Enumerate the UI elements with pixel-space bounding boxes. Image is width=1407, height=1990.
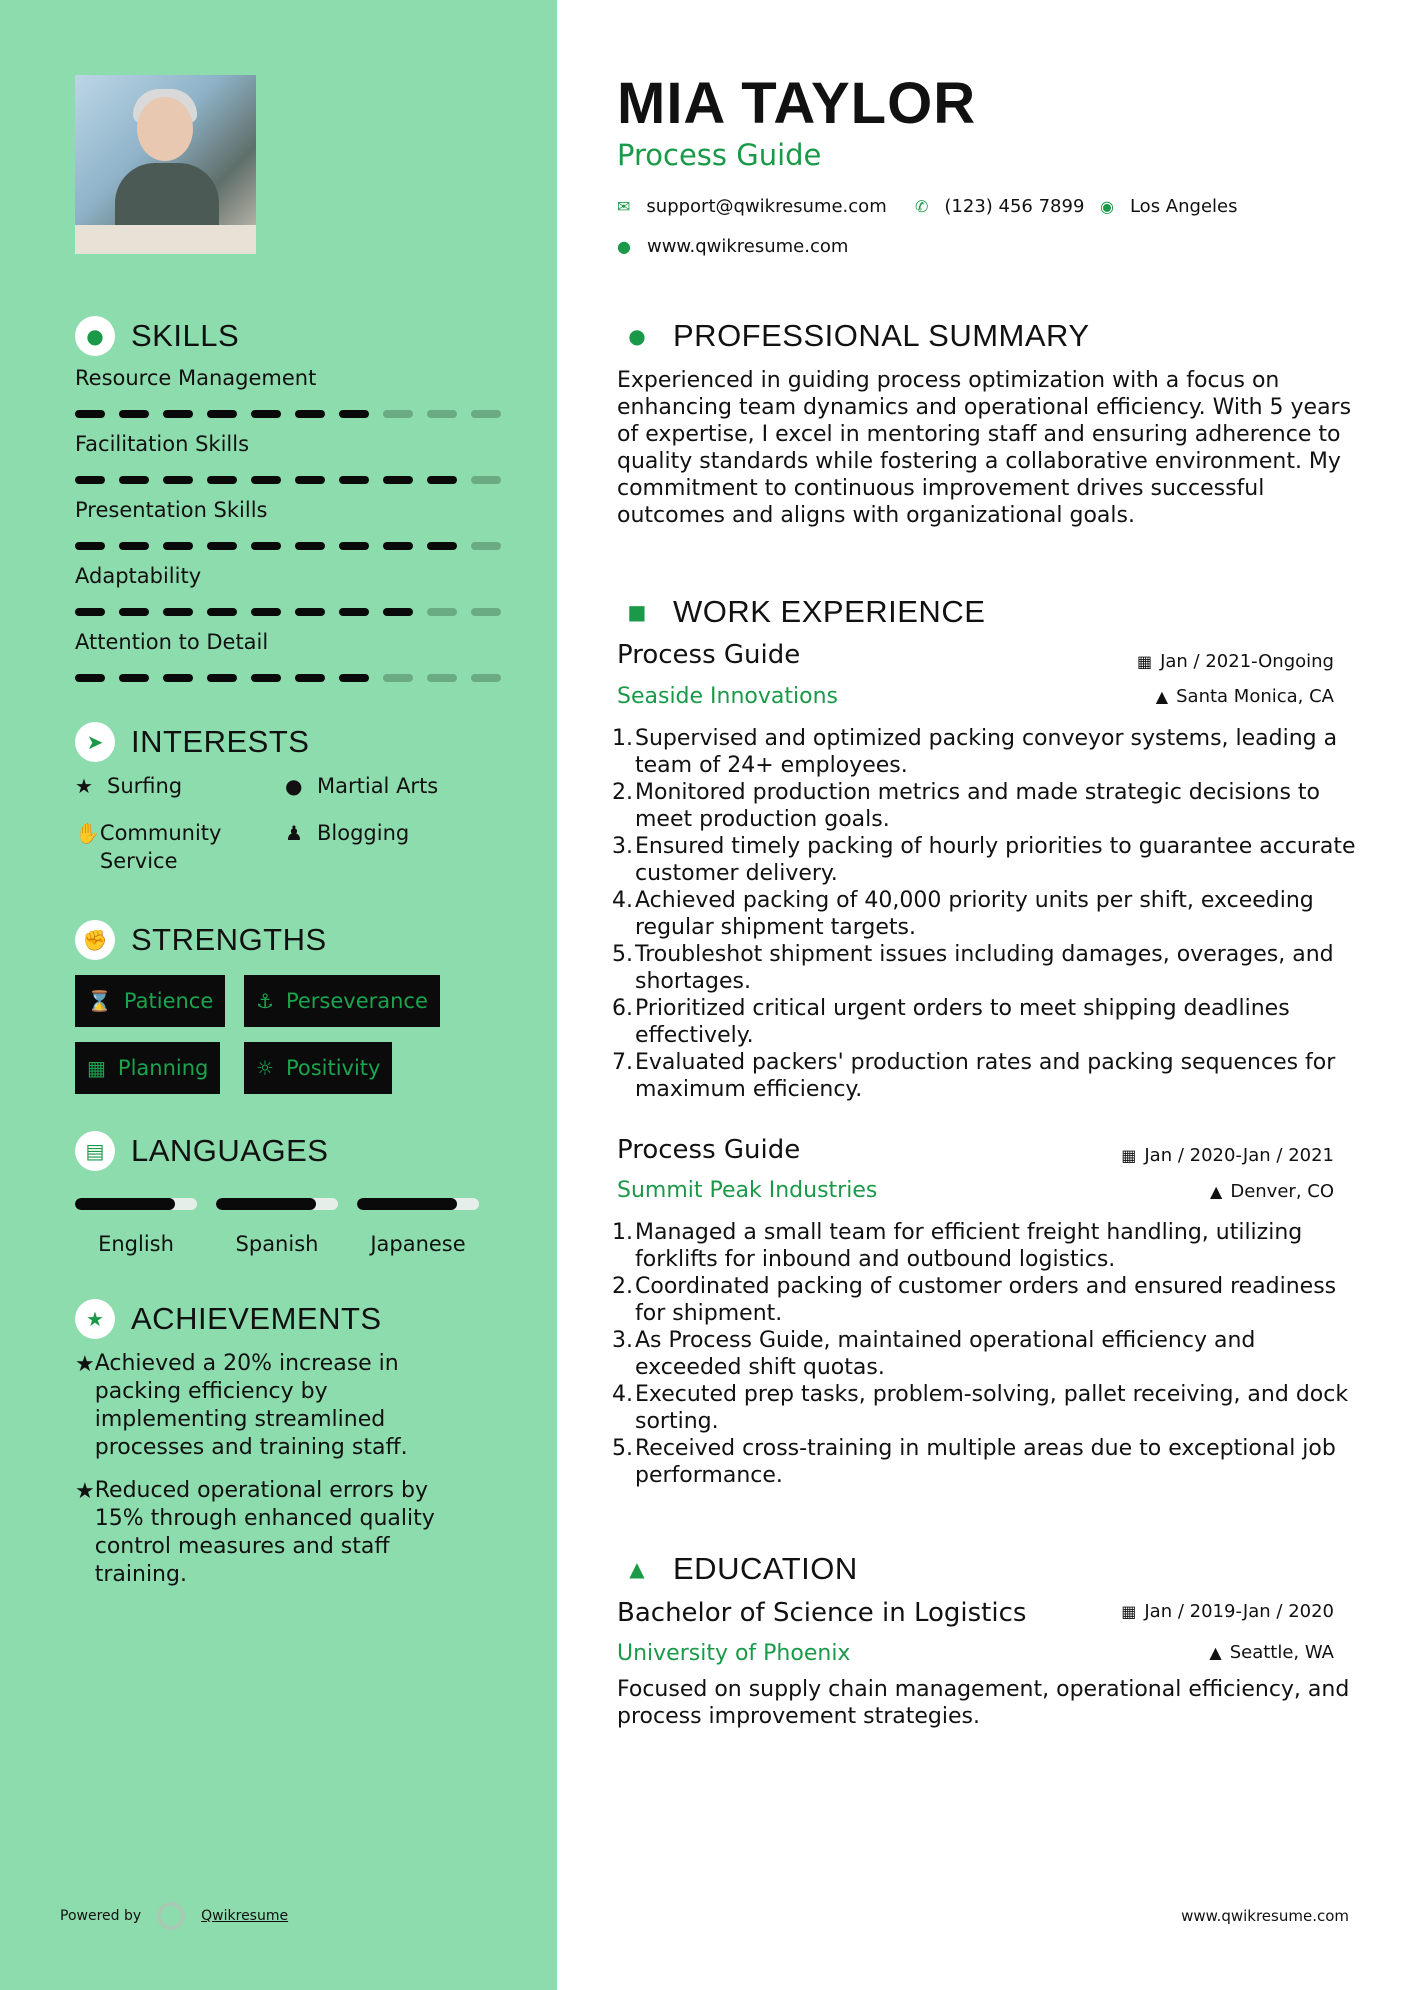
- skill-level-dash: [251, 542, 281, 550]
- job-title: Process Guide: [617, 1135, 801, 1165]
- star-icon: ★: [75, 1352, 95, 1377]
- education-dates: [1121, 1601, 1334, 1622]
- interest-label: Surfing: [107, 774, 183, 798]
- powered-by-label: Powered by: [60, 1908, 142, 1924]
- calendar-icon: ▦: [1121, 1602, 1137, 1621]
- envelope-icon: ✉: [617, 197, 631, 216]
- paper-plane-icon: ➤: [75, 722, 115, 762]
- strength-label: Perseverance: [285, 989, 428, 1013]
- skill-level-dash: [471, 608, 501, 616]
- interests-heading: [75, 722, 309, 762]
- candidate-name: MIA TAYLOR: [617, 71, 977, 136]
- skill-level-dash: [339, 476, 369, 484]
- achievement-text: Achieved a 20% increase in packing efficiency by implementing streamlined processes and training staff.: [94, 1351, 408, 1460]
- skill-item: [75, 366, 505, 418]
- language-name: Spanish: [235, 1232, 319, 1256]
- skill-level-dash: [119, 608, 149, 616]
- skill-level-dash: [427, 410, 457, 418]
- footer-url[interactable]: www.qwikresume.com: [1181, 1907, 1349, 1925]
- qwikresume-logo-icon: [157, 1902, 185, 1930]
- education-dates-text: Jan / 2019-Jan / 2020: [1144, 1601, 1334, 1622]
- language-level-fill: [75, 1198, 175, 1210]
- language-name: Japanese: [370, 1232, 466, 1256]
- trophy-star-icon: ★: [75, 1299, 115, 1339]
- skill-level-dash: [339, 542, 369, 550]
- job-bullet: 7. Evaluated packers' production rates and packing sequences for maximum efficiency.: [612, 1049, 1357, 1103]
- powered-by: [60, 1902, 288, 1930]
- education-heading: [617, 1549, 858, 1589]
- strengths-heading: [75, 920, 327, 960]
- sun-icon: ☼: [256, 1056, 274, 1080]
- skill-level-dash: [339, 674, 369, 682]
- contact-location: [1100, 196, 1237, 217]
- skill-level-dash: [119, 410, 149, 418]
- skill-level-dash: [163, 476, 193, 484]
- skill-level-dash: [295, 608, 325, 616]
- job-bullet: 1. Supervised and optimized packing conveyor systems, leading a team of 24+ employees.: [612, 725, 1357, 779]
- calendar-icon: ▦: [1136, 652, 1153, 671]
- skill-level-dash: [427, 608, 457, 616]
- calendar-icon: ▦: [1121, 1146, 1137, 1165]
- education-title: EDUCATION: [673, 1551, 858, 1586]
- achievement-text: Reduced operational errors by 15% through enhanced quality control measures and staff training.: [94, 1478, 435, 1587]
- skill-level-dash: [207, 608, 237, 616]
- education-description: Focused on supply chain management, operational efficiency, and process improvement strategies.: [617, 1677, 1350, 1729]
- education-school: University of Phoenix: [617, 1641, 851, 1666]
- interest-item: [285, 772, 438, 800]
- job-bullet-text: Managed a small team for efficient freight handling, utilizing forklifts for inbound and outbound logistics.: [635, 1220, 1303, 1272]
- user-icon: ●: [617, 316, 657, 356]
- skill-level-dash: [471, 476, 501, 484]
- strength-label: Patience: [123, 989, 214, 1013]
- job-bullet: 3. Ensured timely packing of hourly priorities to guarantee accurate customer delivery.: [612, 834, 1356, 886]
- languages-title: LANGUAGES: [131, 1133, 329, 1168]
- skill-level-dash: [163, 542, 193, 550]
- skill-level-dash: [383, 674, 413, 682]
- star-icon: ★: [75, 1479, 95, 1504]
- skill-level-dash: [383, 476, 413, 484]
- job-dates-text: Jan / 2021-Ongoing: [1160, 651, 1334, 672]
- hourglass-icon: ⌛: [87, 989, 112, 1013]
- job-bullet-text: As Process Guide, maintained operational efficiency and exceeded shift quotas.: [635, 1328, 1256, 1380]
- job-location: [1210, 1181, 1334, 1202]
- job-bullets: [612, 1219, 1357, 1489]
- skill-level-dash: [207, 410, 237, 418]
- skill-level-dash: [251, 674, 281, 682]
- skill-level-dash: [119, 476, 149, 484]
- phone-text: (123) 456 7899: [944, 196, 1085, 217]
- skill-level-bar: [75, 476, 505, 484]
- job-bullet: 5. Troubleshot shipment issues including damages, overages, and shortages.: [612, 941, 1357, 995]
- job-company: Seaside Innovations: [617, 684, 838, 709]
- skill-name: Facilitation Skills: [75, 432, 250, 456]
- skill-level-bar: [75, 674, 505, 682]
- education-location-text: Seattle, WA: [1229, 1642, 1334, 1663]
- skill-level-dash: [75, 410, 105, 418]
- skill-name: Presentation Skills: [75, 498, 268, 522]
- job-bullet: 4. Achieved packing of 40,000 priority units per shift, exceeding regular shipment targets.: [612, 887, 1357, 941]
- job-bullet: 2. Monitored production metrics and made strategic decisions to meet production goals.: [612, 779, 1357, 833]
- languages-heading: [75, 1131, 328, 1171]
- skill-level-dash: [119, 674, 149, 682]
- skill-level-dash: [471, 542, 501, 550]
- achievement-item: [75, 1350, 475, 1462]
- skill-level-dash: [295, 542, 325, 550]
- skill-level-bar: [75, 410, 505, 418]
- skill-level-dash: [207, 476, 237, 484]
- contact-website[interactable]: [617, 236, 848, 257]
- language-name: English: [98, 1232, 174, 1256]
- job-location-text: Denver, CO: [1230, 1181, 1334, 1202]
- brand-link[interactable]: Qwikresume: [201, 1908, 289, 1924]
- interest-item: [75, 819, 255, 875]
- skill-level-dash: [207, 674, 237, 682]
- summary-heading: [617, 316, 1090, 356]
- skill-level-dash: [163, 608, 193, 616]
- website-text: www.qwikresume.com: [646, 236, 849, 257]
- skill-item: [75, 564, 505, 616]
- language-level-bar: [216, 1198, 338, 1210]
- job-title: Process Guide: [617, 640, 801, 670]
- skill-level-dash: [427, 674, 457, 682]
- strength-badge: [244, 975, 440, 1027]
- skill-level-dash: [251, 410, 281, 418]
- achievements-heading: [75, 1299, 382, 1339]
- skill-name: Resource Management: [75, 366, 317, 390]
- job-dates: [1121, 1145, 1334, 1166]
- translate-icon: ▤: [75, 1131, 115, 1171]
- skill-level-dash: [163, 410, 193, 418]
- interest-label: Community Service: [99, 821, 222, 873]
- strengths-title: STRENGTHS: [131, 922, 327, 957]
- job-bullet: 4. Executed prep tasks, problem-solving, pallet receiving, and dock sorting.: [612, 1381, 1357, 1435]
- skill-level-dash: [119, 542, 149, 550]
- skill-item: [75, 630, 505, 682]
- profile-photo: [75, 75, 256, 254]
- pin-icon: ▲: [1209, 1643, 1222, 1662]
- hand-icon: ✋: [75, 821, 100, 845]
- interest-item: [75, 772, 182, 800]
- job-bullet-text: Prioritized critical urgent orders to meet shipping deadlines effectively.: [635, 996, 1290, 1048]
- pin-icon: ▲: [1155, 687, 1169, 706]
- job-bullet-text: Coordinated packing of customer orders and ensured readiness for shipment.: [635, 1274, 1337, 1326]
- work-heading: [617, 592, 985, 632]
- language-level-fill: [357, 1198, 457, 1210]
- strength-label: Planning: [117, 1056, 209, 1080]
- interest-label: Martial Arts: [317, 774, 439, 798]
- strength-badge: [75, 1042, 220, 1094]
- strength-label: Positivity: [285, 1056, 381, 1080]
- job-dates: [1137, 651, 1334, 672]
- job-location-text: Santa Monica, CA: [1176, 686, 1334, 707]
- skill-level-dash: [295, 674, 325, 682]
- strength-badge: [75, 975, 225, 1027]
- job-bullet: 5. Received cross-training in multiple areas due to exceptional job performance.: [612, 1435, 1357, 1489]
- graduate-icon: ▲: [617, 1549, 657, 1589]
- job-bullet-text: Executed prep tasks, problem-solving, pallet receiving, and dock sorting.: [635, 1382, 1349, 1434]
- skill-level-dash: [251, 476, 281, 484]
- skill-level-dash: [383, 608, 413, 616]
- language-level-fill: [216, 1198, 316, 1210]
- language-item: [75, 1198, 197, 1256]
- job-bullet-text: Received cross-training in multiple areas due to exceptional job performance.: [635, 1436, 1336, 1488]
- education-location: [1209, 1642, 1334, 1663]
- skill-level-dash: [295, 476, 325, 484]
- job-bullet-text: Evaluated packers' production rates and packing sequences for maximum efficiency.: [635, 1050, 1336, 1102]
- skill-level-bar: [75, 542, 505, 550]
- interest-item: [285, 819, 409, 847]
- skill-level-dash: [75, 674, 105, 682]
- skill-level-dash: [471, 410, 501, 418]
- job-bullet-text: Ensured timely packing of hourly priorities to guarantee accurate customer delivery.: [635, 834, 1356, 886]
- email-text: support@qwikresume.com: [646, 196, 887, 217]
- contact-email[interactable]: [617, 196, 887, 217]
- pin-icon: ▲: [1210, 1182, 1223, 1201]
- star-icon: ★: [75, 774, 93, 798]
- binoculars-icon: ⚓: [256, 989, 274, 1013]
- job-bullet: 1. Managed a small team for efficient freight handling, utilizing forklifts for inbound and outbound logistics.: [612, 1219, 1357, 1273]
- summary-text: Experienced in guiding process optimization with a focus on enhancing team dynamics and operational efficiency. With 5 years of expertise, I excel in mentoring staff and ensuring adherence to quality standards while fostering a collaborative environment. My commitment to continuous improvement drives successful outcomes and aligns with organizational goals.: [617, 368, 1352, 528]
- job-bullet-text: Troubleshot shipment issues including damages, overages, and shortages.: [635, 942, 1334, 994]
- job-company: Summit Peak Industries: [617, 1178, 878, 1203]
- job-bullet-text: Supervised and optimized packing conveyor systems, leading a team of 24+ employees.: [635, 726, 1338, 778]
- skill-level-dash: [339, 608, 369, 616]
- job-bullet-text: Achieved packing of 40,000 priority units per shift, exceeding regular shipment targets.: [635, 888, 1314, 940]
- skill-level-dash: [471, 674, 501, 682]
- skill-item: [75, 432, 505, 484]
- language-item: [216, 1198, 338, 1256]
- interest-label: Blogging: [317, 821, 410, 845]
- skill-item: [75, 498, 505, 550]
- language-item: [357, 1198, 479, 1256]
- candidate-role: Process Guide: [617, 138, 822, 172]
- skills-title: SKILLS: [131, 318, 240, 353]
- skill-level-dash: [207, 542, 237, 550]
- job-bullet: 3. As Process Guide, maintained operational efficiency and exceeded shift quotas.: [612, 1327, 1357, 1381]
- job-bullet: 2. Coordinated packing of customer orders and ensured readiness for shipment.: [612, 1273, 1357, 1327]
- language-level-bar: [357, 1198, 479, 1210]
- map-marker-icon: ◉: [1100, 197, 1114, 216]
- education-degree: Bachelor of Science in Logistics: [617, 1598, 1027, 1628]
- job-bullets: [612, 725, 1357, 1103]
- skills-heading: [75, 316, 239, 356]
- strength-badge: [244, 1042, 392, 1094]
- skill-level-dash: [383, 542, 413, 550]
- job-bullet: 6. Prioritized critical urgent orders to meet shipping deadlines effectively.: [612, 995, 1357, 1049]
- achievements-title: ACHIEVEMENTS: [131, 1301, 382, 1336]
- job-bullet-text: Monitored production metrics and made strategic decisions to meet production goals.: [635, 780, 1321, 832]
- skill-level-dash: [339, 410, 369, 418]
- skill-level-dash: [75, 476, 105, 484]
- skill-level-dash: [383, 410, 413, 418]
- briefcase-icon: ■: [617, 592, 657, 632]
- work-title: WORK EXPERIENCE: [673, 594, 986, 629]
- calendar-icon: ▦: [87, 1056, 106, 1080]
- skill-level-dash: [163, 674, 193, 682]
- globe-icon: ●: [285, 774, 303, 798]
- skill-level-bar: [75, 608, 505, 616]
- sidebar: [0, 0, 557, 1990]
- skill-level-dash: [295, 410, 325, 418]
- skill-level-dash: [75, 542, 105, 550]
- interests-title: INTERESTS: [131, 724, 310, 759]
- lightbulb-icon: ●: [75, 316, 115, 356]
- skill-level-dash: [251, 608, 281, 616]
- skill-name: Adaptability: [75, 564, 202, 588]
- users-icon: ♟: [285, 821, 303, 845]
- summary-title: PROFESSIONAL SUMMARY: [673, 318, 1090, 353]
- skill-level-dash: [75, 608, 105, 616]
- skill-name: Attention to Detail: [75, 630, 269, 654]
- skill-level-dash: [427, 542, 457, 550]
- job-dates-text: Jan / 2020-Jan / 2021: [1144, 1145, 1334, 1166]
- phone-icon: ✆: [915, 197, 929, 216]
- contact-phone[interactable]: [915, 196, 1084, 217]
- location-text: Los Angeles: [1129, 196, 1238, 217]
- achievement-item: [75, 1477, 475, 1589]
- globe-icon: ●: [617, 237, 631, 256]
- job-location: [1156, 686, 1334, 707]
- language-level-bar: [75, 1198, 197, 1210]
- fist-icon: ✊: [75, 920, 115, 960]
- skill-level-dash: [427, 476, 457, 484]
